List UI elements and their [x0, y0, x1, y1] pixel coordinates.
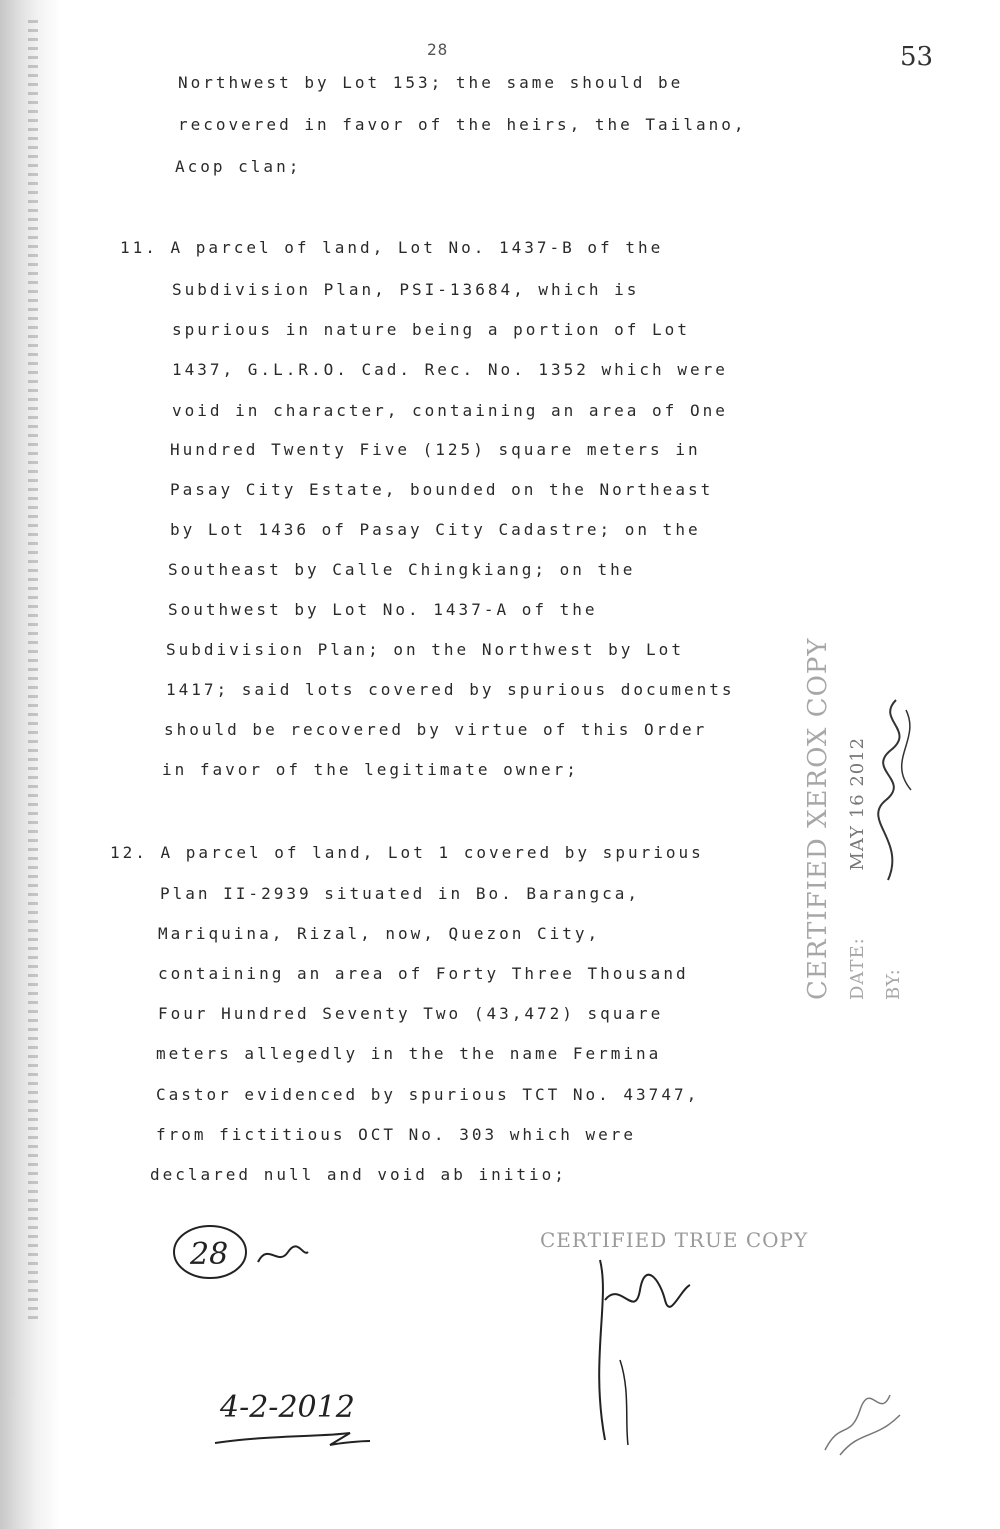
stamp-by-label: BY:	[883, 968, 904, 1000]
body-line: Subdivision Plan; on the Northwest by Lot	[166, 640, 684, 659]
body-line: meters allegedly in the the name Fermina	[156, 1044, 662, 1063]
body-line: Pasay City Estate, bounded on the Northeast	[170, 480, 714, 499]
stamp-title: CERTIFIED XEROX COPY	[803, 637, 833, 1000]
scan-shadow-edge	[0, 0, 60, 1529]
circled-number: 28	[190, 1237, 229, 1272]
item-11-heading-line: 11. A parcel of land, Lot No. 1437-B of the	[120, 238, 664, 257]
body-line: Acop clan;	[175, 157, 302, 176]
body-line: should be recovered by virtue of this Order	[164, 720, 708, 739]
body-line: recovered in favor of the heirs, the Tailano,	[178, 115, 747, 134]
body-line: Plan II-2939 situated in Bo. Barangca,	[160, 884, 641, 903]
body-line: Northwest by Lot 153; the same should be	[178, 73, 684, 92]
body-line: Mariquina, Rizal, now, Quezon City,	[158, 924, 601, 943]
circled-number-mark	[168, 1222, 328, 1282]
side-signature-icon	[866, 690, 926, 890]
body-line: Hundred Twenty Five (125) square meters in	[170, 440, 701, 459]
page-number: 28	[427, 40, 449, 59]
body-line: by Lot 1436 of Pasay City Cadastre; on the	[170, 520, 701, 539]
body-line: Castor evidenced by spurious TCT No. 43747,	[156, 1085, 700, 1104]
body-line: void in character, containing an area of One	[172, 401, 728, 420]
body-line: 1417; said lots covered by spurious documents	[166, 680, 735, 699]
body-line: Southwest by Lot No. 1437-A of the	[168, 600, 598, 619]
body-line: Four Hundred Seventy Two (43,472) square	[158, 1004, 664, 1023]
stamp-date-label: DATE:	[847, 937, 868, 1000]
scribble-mark-icon	[820, 1380, 910, 1460]
body-line: declared null and void ab initio;	[150, 1165, 567, 1184]
body-line: in favor of the legitimate owner;	[162, 760, 579, 779]
body-line: Southeast by Calle Chingkiang; on the	[168, 560, 636, 579]
body-line: from fictitious OCT No. 303 which were	[156, 1125, 637, 1144]
body-line: spurious in nature being a portion of Lot	[172, 320, 690, 339]
date-text: 4-2-2012	[220, 1390, 355, 1425]
signature-icon	[580, 1240, 720, 1450]
body-line: Subdivision Plan, PSI-13684, which is	[172, 280, 640, 299]
certified-xerox-stamp	[803, 637, 904, 1000]
item-12-heading-line: 12. A parcel of land, Lot 1 covered by spurious	[110, 843, 704, 862]
body-line: containing an area of Forty Three Thousand	[158, 964, 689, 983]
certified-true-copy-stamp: CERTIFIED TRUE COPY	[540, 1228, 809, 1252]
folio-number: 53	[900, 42, 934, 72]
handwritten-date	[210, 1385, 410, 1455]
body-line: 1437, G.L.R.O. Cad. Rec. No. 1352 which were	[172, 360, 728, 379]
stamp-date: MAY 16 2012	[847, 736, 868, 871]
